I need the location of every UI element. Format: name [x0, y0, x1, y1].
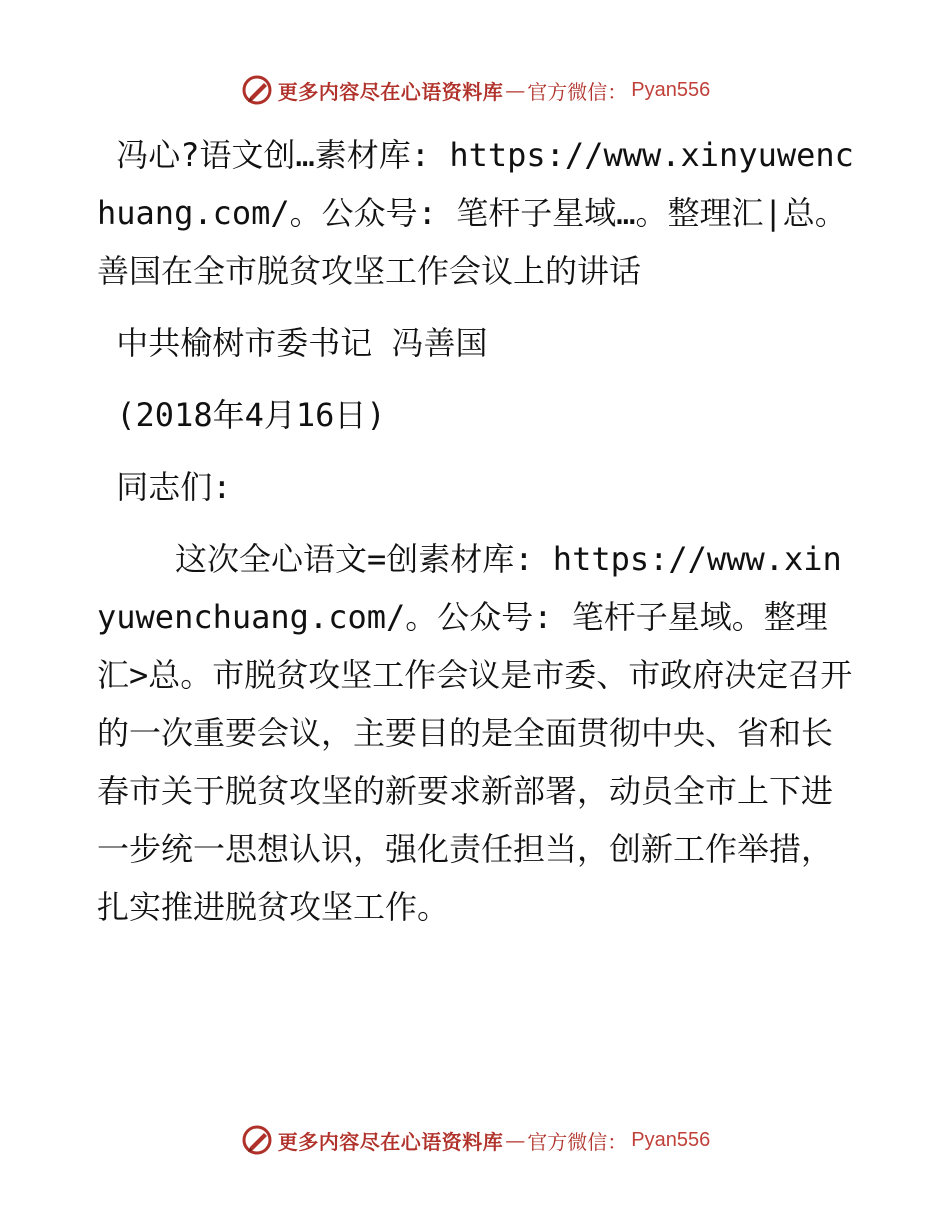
banner-separator: —: [505, 78, 526, 102]
bottom-banner: [0, 1120, 950, 1160]
greeting-line: 同志们:: [97, 468, 232, 506]
banner-wechat-label: 官方微信：: [527, 1129, 628, 1154]
date-line: (2018年4月16日): [97, 396, 386, 434]
pen-logo-icon: [240, 73, 274, 107]
pen-logo-icon: [240, 1123, 274, 1157]
banner-main-text: 更多内容尽在心语资料库: [277, 79, 504, 104]
body-paragraph: 这次全心语文=创素材库: https://www.xinyuwenchuang.com/。公众号: 笔杆子星域。整理汇>总。市脱贫攻坚工作会议是市委、市政府决定召开的一次重要会议，主要目的是全面贯彻中央、省和长春市关于脱贫攻坚的新要求新部署，动员全市上下进一步统一思想认识，强化责任担当，创新工作举措，扎实推进脱贫攻坚工作。: [97, 540, 853, 926]
document-body: [97, 126, 857, 936]
banner-wechat-id: Pyan556: [631, 1128, 711, 1151]
banner-wechat-label: 官方微信：: [527, 79, 628, 104]
banner-wechat-id: Pyan556: [631, 78, 711, 101]
author-line: 中共榆树市委书记 冯善国: [97, 324, 488, 362]
banner-separator: —: [505, 1128, 526, 1152]
banner-main-text: 更多内容尽在心语资料库: [277, 1129, 504, 1154]
top-banner: [0, 70, 950, 110]
title-paragraph: 冯心?语文创…素材库: https://www.xinyuwenchuang.com/。公众号: 笔杆子星域…。整理汇|总。善国在全市脱贫攻坚工作会议上的讲话: [97, 136, 854, 290]
